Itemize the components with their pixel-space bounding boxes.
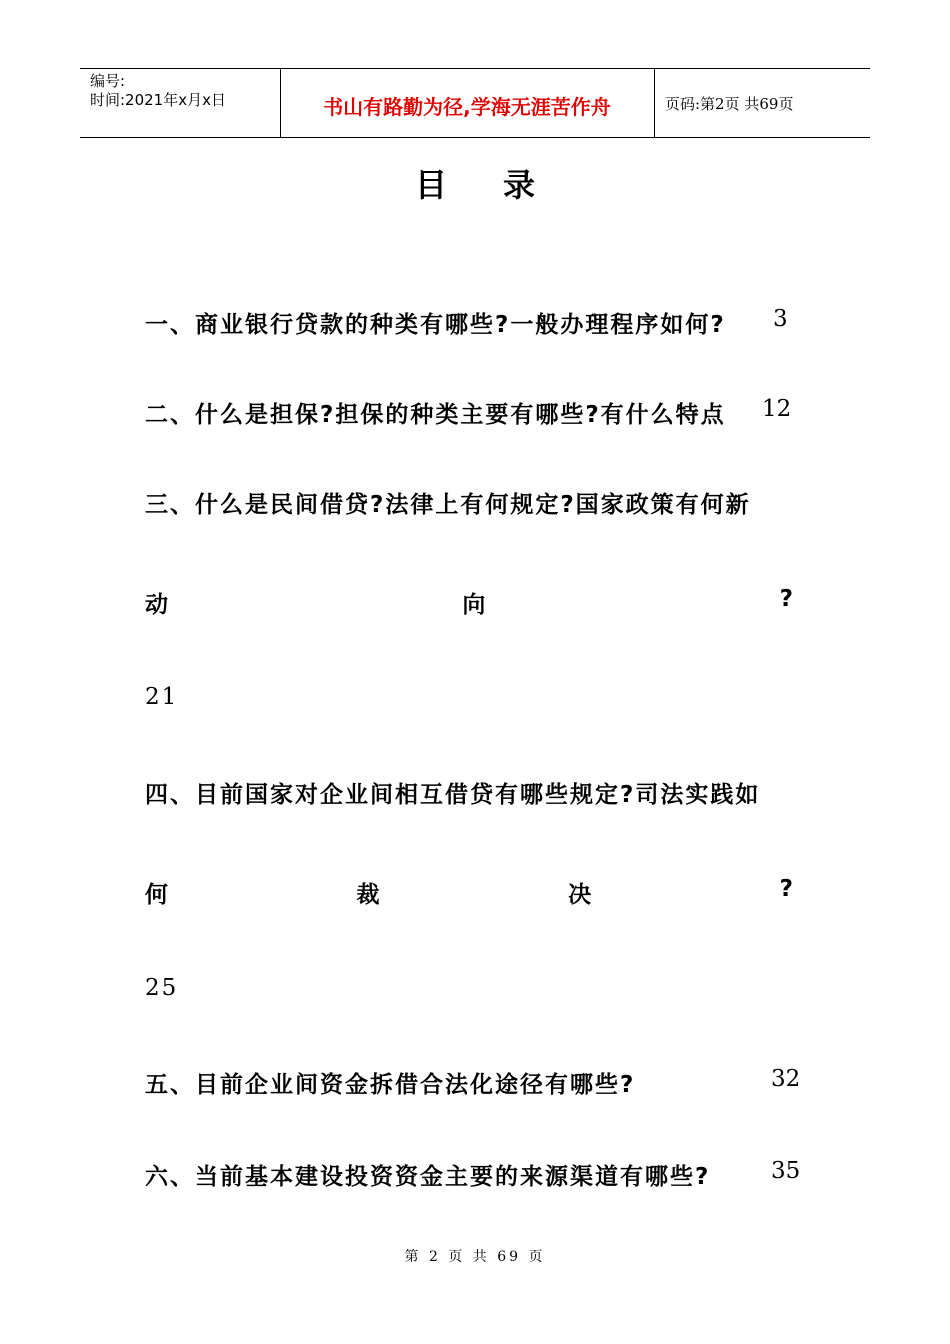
toc-item-page: 21: [145, 684, 179, 710]
toc-item-text: 三、什么是民间借贷?法律上有何规定?国家政策有何新: [145, 492, 751, 518]
toc-item-4-page-line: [145, 975, 805, 1009]
toc-item-text: 六、当前基本建设投资资金主要的来源渠道有哪些?: [145, 1164, 711, 1190]
toc-item-3[interactable]: [145, 486, 805, 520]
number-label: 编号:: [90, 72, 126, 90]
toc-cont-char: 向: [462, 592, 488, 618]
time-label: 时间:2021年x月x日: [90, 91, 226, 109]
header-middle-cell: [280, 69, 655, 137]
toc-item-4-continuation: [145, 876, 795, 910]
toc-item-2[interactable]: [145, 396, 805, 430]
toc-item-text: 二、什么是担保?担保的种类主要有哪些?有什么特点: [145, 402, 726, 428]
toc-item-4[interactable]: [145, 776, 805, 810]
page-title: 目录: [414, 166, 591, 204]
toc-item-3-continuation: [145, 586, 795, 620]
toc-cont-char: 裁: [356, 882, 382, 908]
toc-cont-char: 何: [145, 882, 170, 908]
toc-item-page: 12: [762, 396, 792, 422]
header-left-cell: [80, 69, 281, 137]
header-right-cell: [655, 69, 870, 137]
toc-item-text: 五、目前企业间资金拆借合法化途径有哪些?: [145, 1072, 636, 1098]
toc-item-page: 32: [771, 1066, 801, 1092]
toc-item-6[interactable]: [145, 1158, 805, 1192]
header-motto: 书山有路勤为径,学海无涯苦作舟: [323, 95, 611, 119]
toc-cont-char: 决: [568, 882, 594, 908]
toc-cont-char: ?: [779, 876, 795, 902]
toc-item-text: 一、商业银行贷款的种类有哪些?一般办理程序如何?: [145, 312, 726, 338]
toc-item-text: 四、目前国家对企业间相互借贷有哪些规定?司法实践如: [145, 782, 761, 808]
toc-cont-char: ?: [779, 586, 795, 612]
page-footer: 第 2 页 共 69 页: [404, 1249, 546, 1265]
toc-cont-char: 动: [145, 592, 170, 618]
toc-item-page: 35: [771, 1158, 801, 1184]
toc-item-3-page-line: [145, 684, 805, 718]
toc-item-5[interactable]: [145, 1066, 805, 1100]
header-page-info: 页码:第2页 共69页: [665, 95, 794, 113]
toc-item-page: 3: [773, 306, 788, 332]
page-header: [80, 68, 870, 138]
toc-item-1[interactable]: [145, 306, 805, 340]
toc-item-page: 25: [145, 975, 179, 1001]
